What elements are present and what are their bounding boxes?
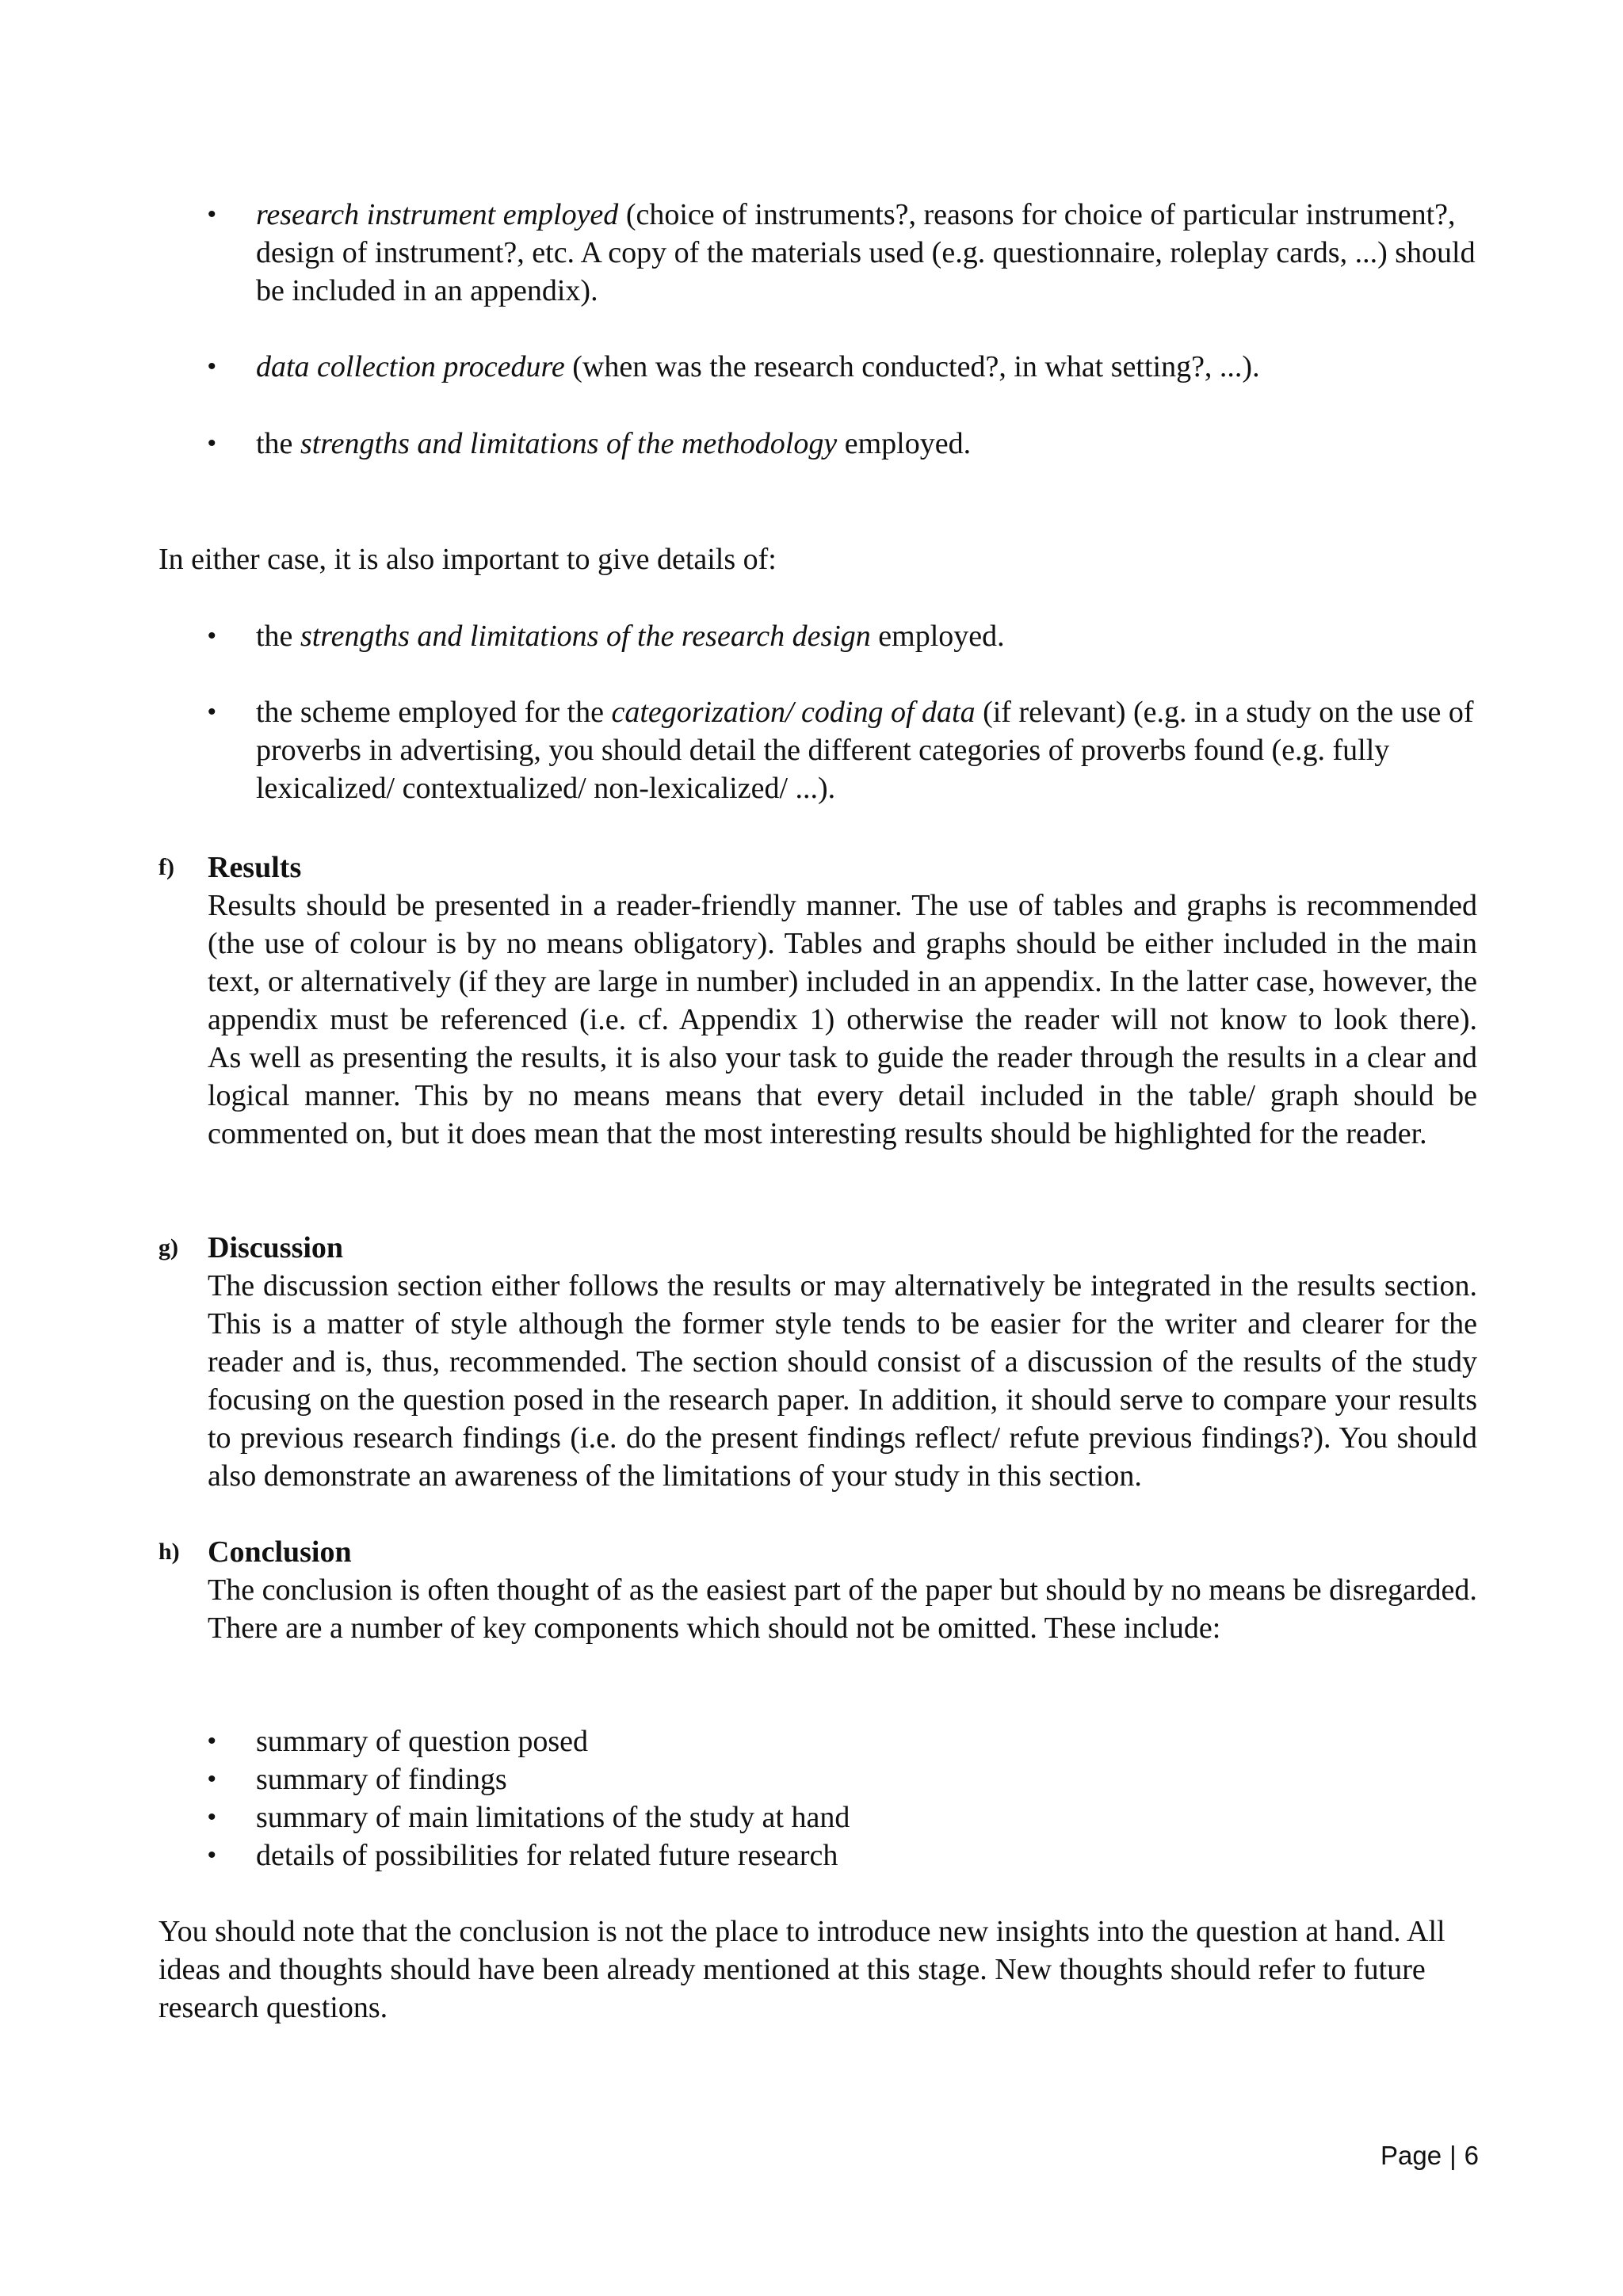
methodology-bullets (158, 196, 1490, 463)
page-separator: | (1449, 2141, 1457, 2170)
discussion-heading: Discussion (208, 1231, 344, 1264)
either-case-intro: In either case, it is also important to give details of: (158, 543, 777, 576)
list-item: • summary of findings (158, 1760, 1490, 1798)
section-letter-results: f) (158, 854, 174, 880)
section-letter-discussion: g) (158, 1234, 178, 1261)
conclusion-bullets (158, 1722, 1490, 1875)
list-item: • the strengths and limitations of the research design employed. (158, 617, 1490, 655)
list-item: • the scheme employed for the categorization/ coding of data (if relevant) (e.g. in a study on the use of proverbs in advertising, you should detail the different categories of proverbs found (e.g. fully lexicalized/ contextualized/ non-lexicalized/ ...). (158, 693, 1490, 807)
conclusion-heading: Conclusion (208, 1535, 352, 1569)
list-item: • summary of question posed (158, 1722, 1490, 1760)
either-case-bullets (158, 617, 1490, 807)
conclusion-section (208, 1533, 1477, 1647)
page-label: Page (1380, 2141, 1442, 2170)
page-footer (1381, 2140, 1479, 2172)
list-item: • details of possibilities for related future research (158, 1836, 1490, 1875)
results-heading: Results (208, 851, 302, 884)
results-paragraph-2: As well as presenting the results, it is also your task to guide the reader through the results in a clear and logical manner. This by no means means that every detail included in the table/ graph should be commented on, but it does mean that the most interesting results should be highlighted for the reader. (208, 1041, 1477, 1150)
list-item: • research instrument employed (choice of instruments?, reasons for choice of particular instrument?, design of instrument?, etc. A copy of the materials used (e.g. questionnaire, roleplay cards, ...) should be included in an appendix). (158, 196, 1490, 310)
list-item: • summary of main limitations of the study at hand (158, 1798, 1490, 1836)
results-paragraph-1: Results should be presented in a reader-friendly manner. The use of tables and graphs is recommended (the use of colour is by no means obligatory). Tables and graphs should be either included in the main text, or alternatively (if they are large in number) included in an appendix. In the latter case, however, the appendix must be referenced (i.e. cf. Appendix 1) otherwise the reader will not know to look there). (208, 889, 1477, 1036)
conclusion-paragraph: The conclusion is often thought of as the easiest part of the paper but should by no means be disregarded. There are a number of key components which should not be omitted. These include: (208, 1573, 1477, 1645)
discussion-section (208, 1229, 1477, 1495)
section-letter-conclusion: h) (158, 1539, 180, 1565)
list-item: • data collection procedure (when was the research conducted?, in what setting?, ...). (158, 348, 1490, 386)
list-item: • the strengths and limitations of the methodology employed. (158, 425, 1490, 463)
discussion-paragraph: The discussion section either follows the results or may alternatively be integrated in the results section. This is a matter of style although the former style tends to be easier for the writer and clearer for the reader and is, thus, recommended. The section should consist of a discussion of the results of the study focusing on the question posed in the research paper. In addition, it should serve to compare your results to previous research findings (i.e. do the present findings reflect/ refute previous findings?). You should also demonstrate an awareness of the limitations of your study in this section. (208, 1269, 1477, 1493)
page-number: 6 (1464, 2141, 1479, 2170)
closing-paragraph: You should note that the conclusion is not the place to introduce new insights into the question at hand. All ideas and thoughts should have been already mentioned at this stage. New thoughts should refer to future research questions. (158, 1915, 1445, 2024)
results-section (208, 849, 1477, 1153)
